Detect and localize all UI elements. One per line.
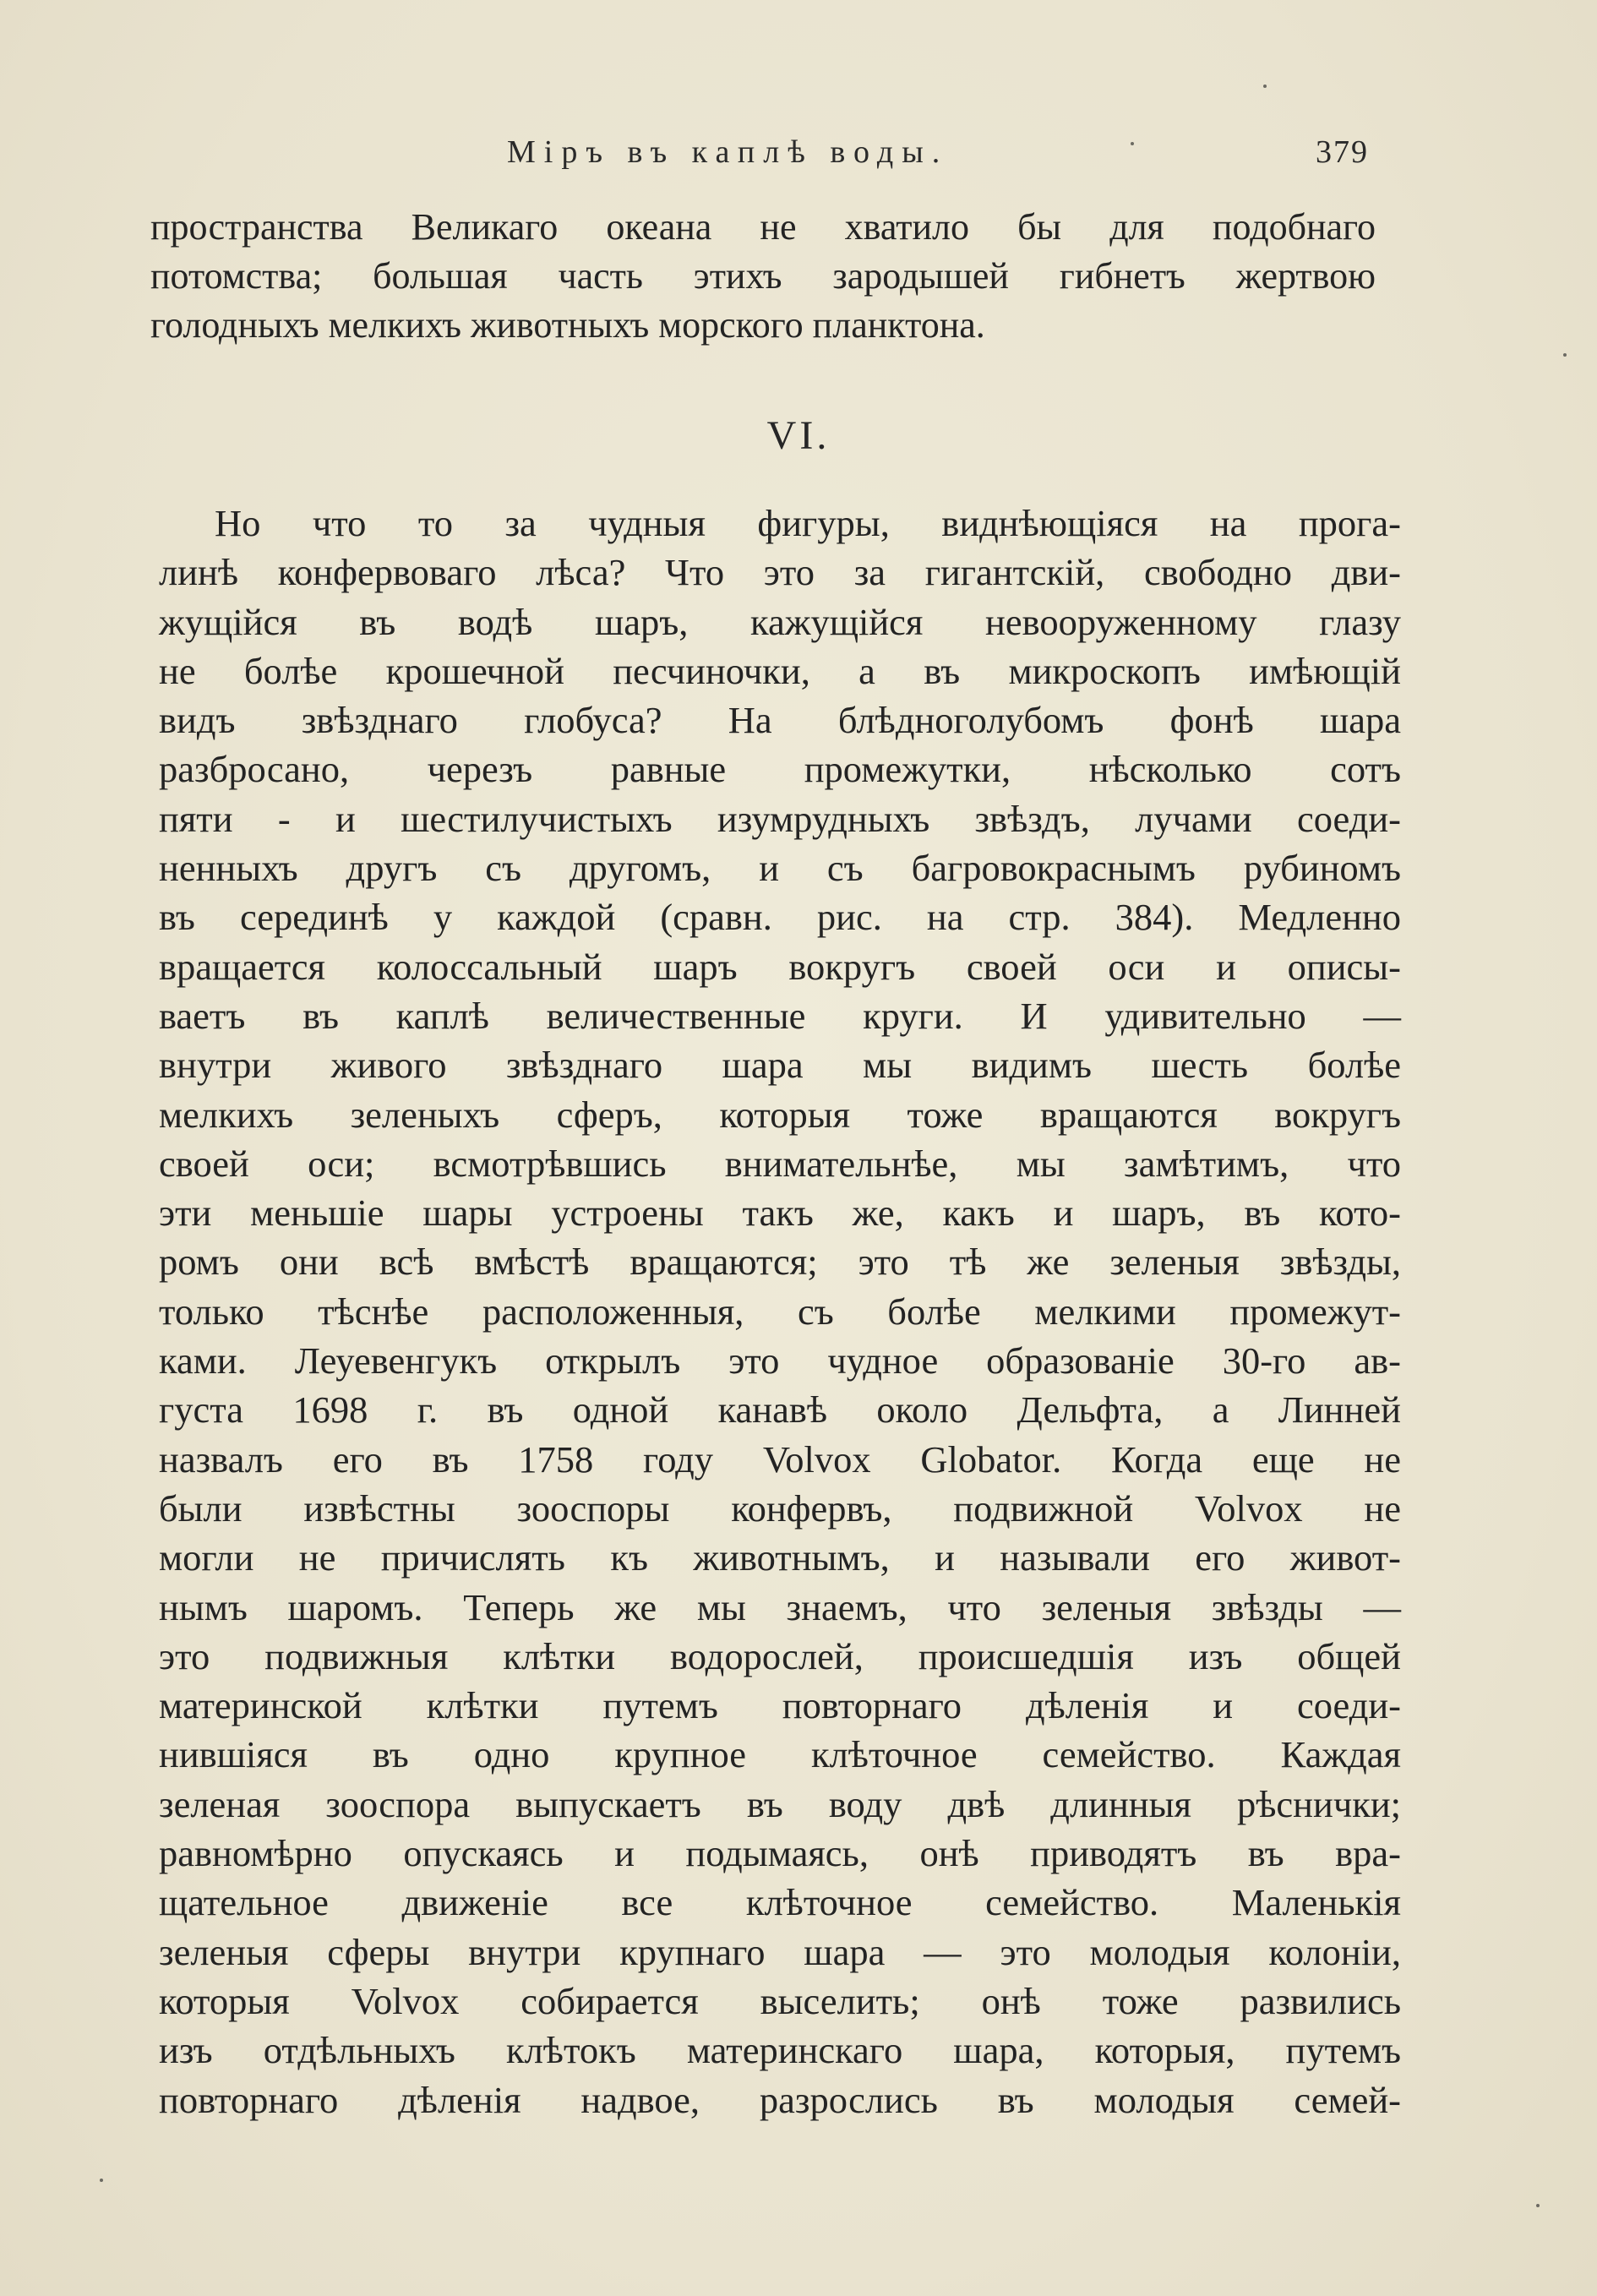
text-line: пространства Великаго океана не хватило бы для подобнаго: [150, 206, 1376, 248]
text-line: назвалъ его въ 1758 году Volvox Globator. Когда еще не: [159, 1437, 1401, 1481]
text-line: разбросано, черезъ равные промежутки, нѣсколько сотъ: [159, 748, 1401, 791]
text-line: мелкихъ зеленыхъ сферъ, которыя тоже вращаются вокругъ: [159, 1093, 1401, 1136]
text-line: равномѣрно опускаясь и подымаясь, онѣ приводятъ въ вра-: [159, 1832, 1401, 1875]
text-line: потомства; большая часть этихъ зародышей гибнетъ жертвою: [150, 255, 1376, 297]
text-line: могли не причислять къ животнымъ, и называли его живот-: [159, 1536, 1401, 1579]
text-line: повторнаго дѣленія надвое, разрослись въ молодыя семей-: [159, 2078, 1401, 2121]
text-line: материнской клѣтки путемъ повторнаго дѣленія и соеди-: [159, 1684, 1401, 1727]
text-line: щательное движеніе все клѣточное семейство. Маленькія: [159, 1881, 1401, 1924]
page-number: 379: [1316, 134, 1369, 170]
text-line: вращается колоссальный шаръ вокругъ своей оси и описы-: [159, 945, 1401, 988]
paper-speck: [1131, 142, 1134, 145]
text-line: нымъ шаромъ. Теперь же мы знаемъ, что зеленыя звѣзды —: [159, 1585, 1401, 1628]
text-line: это подвижныя клѣтки водорослей, происшедшія изъ общей: [159, 1634, 1401, 1677]
text-line: пяти - и шестилучистыхъ изумрудныхъ звѣздъ, лучами соеди-: [159, 797, 1401, 840]
running-title: Міръ въ каплѣ воды.: [507, 134, 949, 170]
paper-speck: [1563, 353, 1567, 357]
text-line: были извѣстны зооспоры конфервъ, подвижной Volvox не: [159, 1486, 1401, 1530]
text-line: густа 1698 г. въ одной канавѣ около Дельфта, а Линней: [159, 1388, 1401, 1432]
continued-paragraph: [150, 203, 1376, 350]
text-line: ненныхъ другъ съ другомъ, и съ багровокраснымъ рубиномъ: [159, 847, 1401, 890]
text-line: изъ отдѣльныхъ клѣтокъ материнскаго шара, которыя, путемъ: [159, 2029, 1401, 2072]
text-line: видъ звѣзднаго глобуса? На блѣдноголубомъ фонѣ шара: [159, 699, 1401, 742]
text-line: ками. Леуевенгукъ открылъ это чудное образованіе 30-го ав-: [159, 1339, 1401, 1383]
text-line: эти меньшіе шары устроены такъ же, какъ и шаръ, въ кото-: [159, 1192, 1401, 1235]
text-line: зеленыя сферы внутри крупнаго шара — это молодыя колоніи,: [159, 1930, 1401, 1973]
text-line: не болѣе крошечной песчиночки, а въ микроскопъ имѣющій: [159, 649, 1401, 692]
text-line: своей оси; всмотрѣвшись внимательнѣе, мы замѣтимъ, что: [159, 1142, 1401, 1185]
text-line: Но что то за чудныя фигуры, виднѣющіяся на прога-: [215, 502, 1401, 544]
text-line: нившіяся въ одно крупное клѣточное семейство. Каждая: [159, 1733, 1401, 1776]
paper-speck: [1263, 85, 1267, 88]
text-line: зеленая зооспора выпускаетъ въ воду двѣ длинныя рѣснички;: [159, 1782, 1401, 1825]
text-line: ромъ они всѣ вмѣстѣ вращаются; это тѣ же зеленыя звѣзды,: [159, 1241, 1401, 1284]
text-line: въ серединѣ у каждой (сравн. рис. на стр. 384). Медленно: [159, 896, 1401, 939]
text-line: только тѣснѣе расположенныя, съ болѣе мелкими промежут-: [159, 1290, 1401, 1333]
text-line: внутри живого звѣзднаго шара мы видимъ шесть болѣе: [159, 1044, 1401, 1087]
text-line: ваетъ въ каплѣ величественные круги. И удивительно —: [159, 994, 1401, 1037]
section-heading: VI.: [766, 413, 831, 458]
paper-speck: [100, 2179, 103, 2182]
paper-speck: [1536, 2204, 1540, 2207]
text-line: линѣ конфервоваго лѣса? Что это за гигантскій, свободно дви-: [159, 551, 1401, 594]
section-paragraph: [159, 499, 1401, 2124]
text-line: жущійся въ водѣ шаръ, кажущійся невооруженному глазу: [159, 600, 1401, 643]
text-line: голодныхъ мелкихъ животныхъ морского планктона.: [150, 304, 985, 346]
page-header: [152, 134, 1369, 176]
text-line: которыя Volvox собирается выселить; онѣ тоже развились: [159, 1979, 1401, 2022]
